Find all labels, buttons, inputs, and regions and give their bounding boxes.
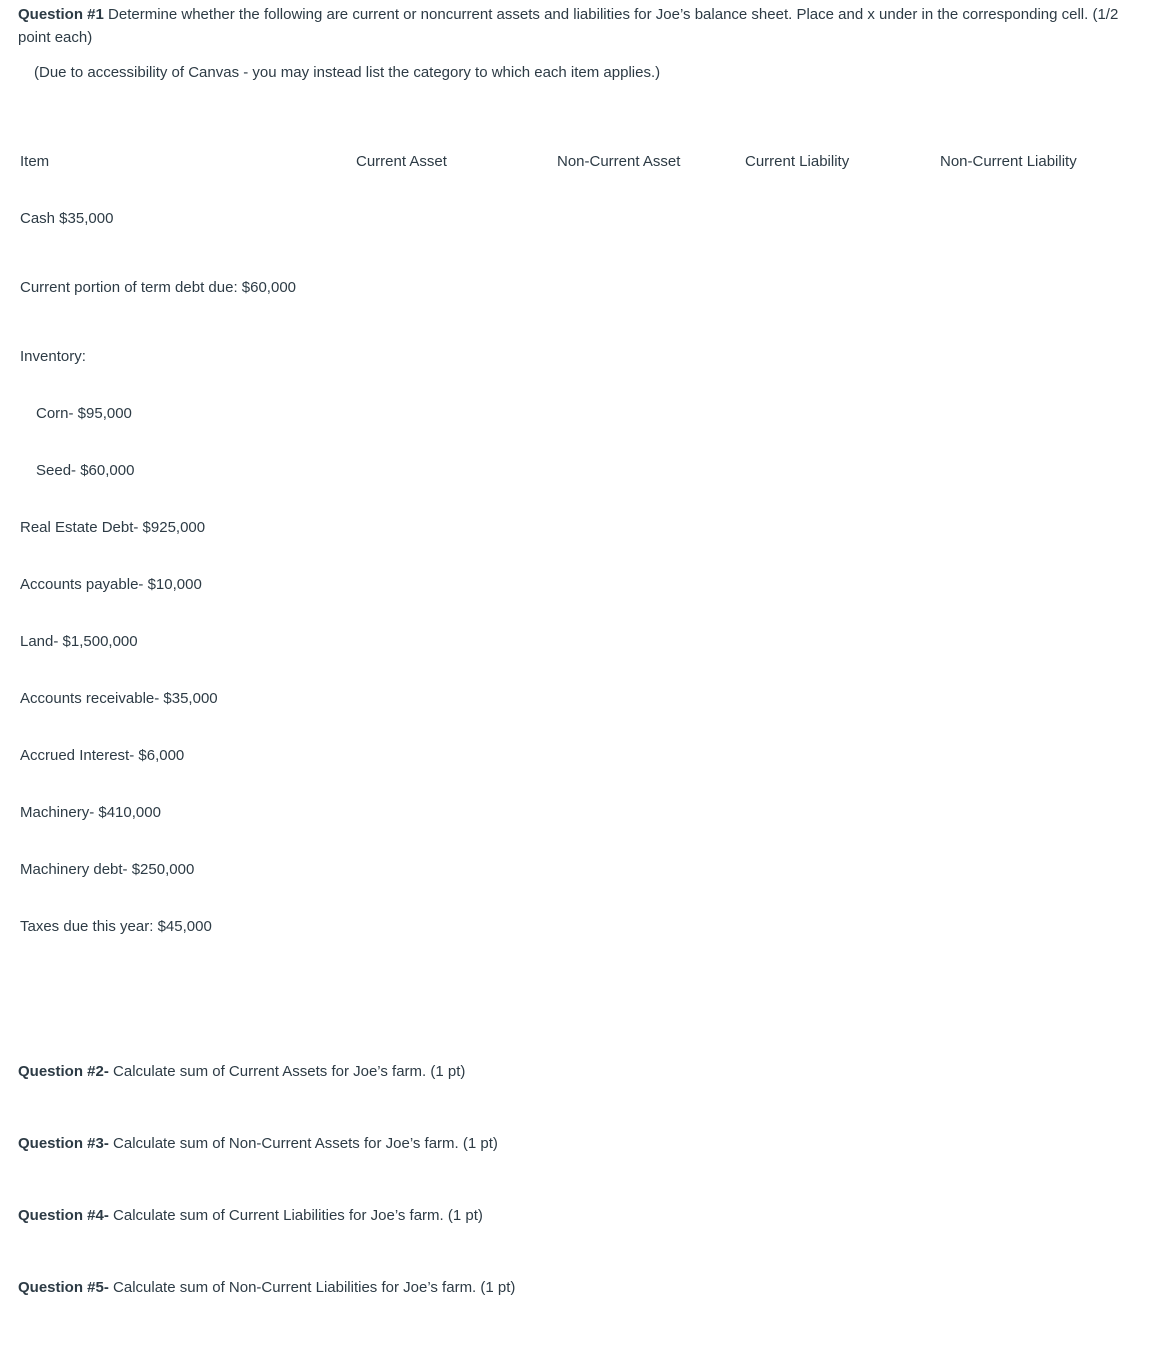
question-4-prompt (18, 1206, 483, 1226)
table-row-item: Land- $1,500,000 (20, 633, 138, 650)
table-row-item: Taxes due this year: $45,000 (20, 918, 212, 935)
table-row-item: Machinery debt- $250,000 (20, 861, 195, 878)
question-1-prompt (18, 3, 1128, 49)
question-3-text: Calculate sum of Non-Current Assets for Joe’s farm. (1 pt) (108, 1135, 498, 1152)
table-row-item: Accounts payable- $10,000 (20, 576, 202, 593)
column-header-current-liability: Current Liability (745, 153, 850, 170)
question-5-label: Question #5- (18, 1279, 109, 1296)
table-row-item: Machinery- $410,000 (20, 804, 161, 821)
question-1-text: Determine whether the following are current or noncurrent assets and liabilities for Joe’s balance sheet. Place and x under in the corresponding cell. (1/2 point each) (18, 6, 1119, 46)
column-header-non-current-liability: Non-Current Liability (940, 153, 1077, 170)
question-4-label: Question #4- (18, 1207, 109, 1224)
question-4-text: Calculate sum of Current Liabilities for Joe’s farm. (1 pt) (108, 1207, 483, 1224)
question-2-text: Calculate sum of Current Assets for Joe’s farm. (1 pt) (108, 1063, 466, 1080)
table-row-item: Inventory: (20, 348, 86, 365)
question-2-prompt (18, 1062, 465, 1082)
table-row-item: Cash $35,000 (20, 210, 114, 227)
question-3-label: Question #3- (18, 1135, 109, 1152)
table-row-item: Current portion of term debt due: $60,000 (20, 279, 297, 296)
question-5-prompt (18, 1278, 515, 1298)
table-row-item: Accrued Interest- $6,000 (20, 747, 185, 764)
column-header-item: Item (20, 153, 50, 170)
question-3-prompt (18, 1134, 498, 1154)
question-2-label: Question #2- (18, 1063, 109, 1080)
table-row-item: Real Estate Debt- $925,000 (20, 519, 206, 536)
table-row-item: Accounts receivable- $35,000 (20, 690, 218, 707)
question-5-text: Calculate sum of Non-Current Liabilities for Joe’s farm. (1 pt) (108, 1279, 516, 1296)
accessibility-note: (Due to accessibility of Canvas - you may instead list the category to which each item applies.) (34, 64, 661, 81)
column-header-non-current-asset: Non-Current Asset (557, 153, 681, 170)
column-header-current-asset: Current Asset (356, 153, 447, 170)
table-row-subitem: Seed- $60,000 (36, 462, 135, 479)
table-row-subitem: Corn- $95,000 (36, 405, 132, 422)
question-1-label: Question #1 (18, 6, 104, 23)
